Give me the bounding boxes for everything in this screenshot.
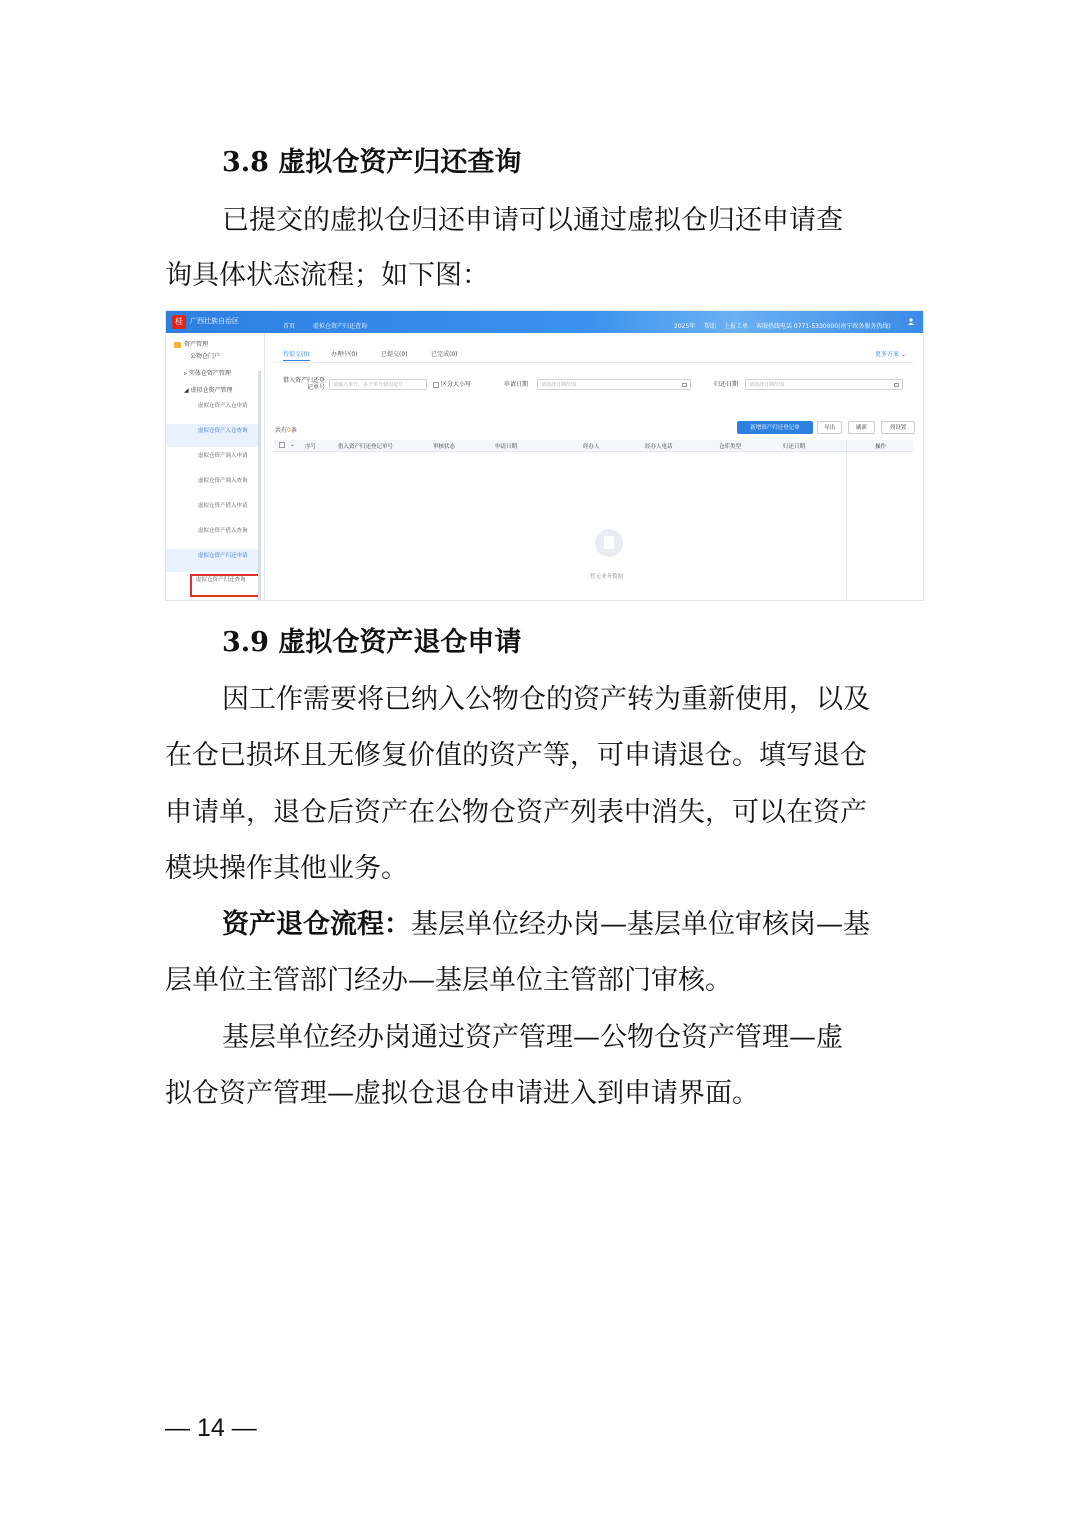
region-name: 广西壮族自治区 [190,317,239,325]
sidebar [166,333,265,600]
caret-right-icon: ▹ [184,370,189,377]
tab-divider [273,362,913,363]
paragraph-line: 申请单，退仓后资产在公物仓资产列表中消失，可以在资产 [165,797,867,828]
flow-text: 基层单位经办岗—基层单位审核岗—基 [411,909,870,940]
sidebar-sub-virtual[interactable]: ◢ 虚拟仓资产管理 [184,387,233,394]
flow-line [222,902,870,941]
paragraph-line: 基层单位经办岗通过资产管理—公物仓资产管理—虚 [222,1022,843,1053]
section-heading-3-9: 3.9 虚拟仓资产退仓申请 [222,627,522,658]
embedded-screenshot [165,310,924,601]
table-header [273,440,913,452]
paragraph-line: 模块操作其他业务。 [165,853,408,884]
empty-message: 暂无业务数据 [590,574,624,580]
flow-label: 资产退仓流程： [222,909,411,940]
exact-checkbox-label: 区分大小写 [441,381,472,388]
paragraph-line: 在仓已损坏且无修复价值的资产等，可申请退仓。填写退仓 [165,740,867,771]
sidebar-sub-portal[interactable]: 公物仓门户 [190,353,221,360]
new-return-record-button[interactable]: 新增资产归还登记单 [737,421,813,434]
main-panel [265,333,923,600]
filter-label-return: 归还日期 [714,381,739,388]
filter-label-apply: 申请日期 [504,381,529,388]
sidebar-item[interactable]: 虚拟仓资产借入申请 [198,503,248,509]
return-date-input[interactable]: 请选择日期范围 [745,379,903,390]
more-schemes-link[interactable]: 更多方案 ⌄ [875,351,906,358]
sidebar-item[interactable]: 虚拟仓资产归还申请 [166,549,258,572]
record-count: 共有0条 [275,427,297,434]
column-settings-button[interactable]: 列设置 [881,421,915,434]
col-apply-date: 申请日期 [495,444,518,450]
refresh-button[interactable]: 刷新 [848,421,875,434]
borrow-number-input[interactable]: 请输入单号，多个单号使用逗号 [329,379,427,390]
col-handler-phone: 经办人电话 [645,444,673,450]
sidebar-item[interactable]: 虚拟仓资产借入查询 [198,528,248,534]
workorder-link[interactable]: 上报工单 [724,323,749,330]
user-icon[interactable] [908,318,914,325]
page-number: — 14 — [165,1414,257,1442]
caret-down-icon: ◢ [184,387,191,394]
export-button[interactable]: 导出 [817,421,842,434]
sidebar-item-active[interactable]: 虚拟仓资产入仓查询 [166,424,258,447]
apply-date-input[interactable]: 请选择日期范围 [537,379,691,390]
calendar-icon [894,383,899,387]
paragraph-line: 因工作需要将已纳入公物仓的资产转为重新使用，以及 [222,684,870,715]
col-actions: 操作 [875,444,887,450]
col-warehouse-type: 仓库类型 [719,444,742,450]
filter-label-borrow: 借入资产归还登记单号 [282,377,325,391]
section-heading-3-8: 3.8 虚拟仓资产归还查询 [222,147,522,178]
exact-checkbox[interactable] [433,382,439,388]
logo-icon: 桂 [172,315,186,329]
paragraph-line: 已提交的虚拟仓归还申请可以通过虚拟仓归还申请查 [222,205,843,236]
sidebar-scrollbar[interactable] [258,371,261,600]
empty-data-icon [595,529,623,557]
hotline-text: 客服热线电话 0771-5330000(南宁政务服务热线) [756,323,891,330]
col-handler: 经办人 [583,444,600,450]
sidebar-item[interactable]: 虚拟仓资产调入查询 [198,478,248,484]
sidebar-item[interactable]: 虚拟仓资产入仓申请 [198,403,248,409]
tab-pending[interactable]: 待提交(0) [283,349,310,361]
paragraph-line: 层单位主管部门经办—基层单位主管部门审核。 [165,965,732,996]
sidebar-item[interactable]: 虚拟仓资产调入申请 [198,453,248,459]
folder-icon [174,342,181,348]
tab-completed[interactable]: 已完成(0) [431,351,458,358]
paragraph-line: 询具体状态流程；如下图： [165,260,489,291]
calendar-icon [682,383,687,387]
nav-home[interactable]: 首页 [283,323,296,330]
paragraph-line: 拟仓资产管理—虚拟仓退仓申请进入到申请界面。 [165,1078,759,1109]
sidebar-root[interactable]: 资产管理 [174,339,208,348]
select-all-checkbox[interactable] [279,442,285,448]
actions-column-divider [846,440,847,600]
top-bar [166,311,923,333]
col-index: 序号 [305,444,317,450]
year-select[interactable]: 2025年 [674,323,696,330]
tab-submitted[interactable]: 已提交(0) [381,351,408,358]
sidebar-item-highlighted[interactable]: 虚拟仓资产归还查询 [166,574,258,597]
nav-current-tab[interactable]: 虚拟仓资产归还查询 [313,323,368,330]
sidebar-sub-entity[interactable]: ▹ 实体仓资产管理 [184,370,231,377]
tab-processing[interactable]: 办理中(0) [331,351,358,358]
help-link[interactable]: 帮助 [704,323,717,330]
chevron-down-icon[interactable]: ⌄ [290,442,295,448]
col-number: 借入资产归还登记单号 [338,444,394,450]
col-status: 审核状态 [433,444,456,450]
col-return-date: 归还日期 [783,444,806,450]
